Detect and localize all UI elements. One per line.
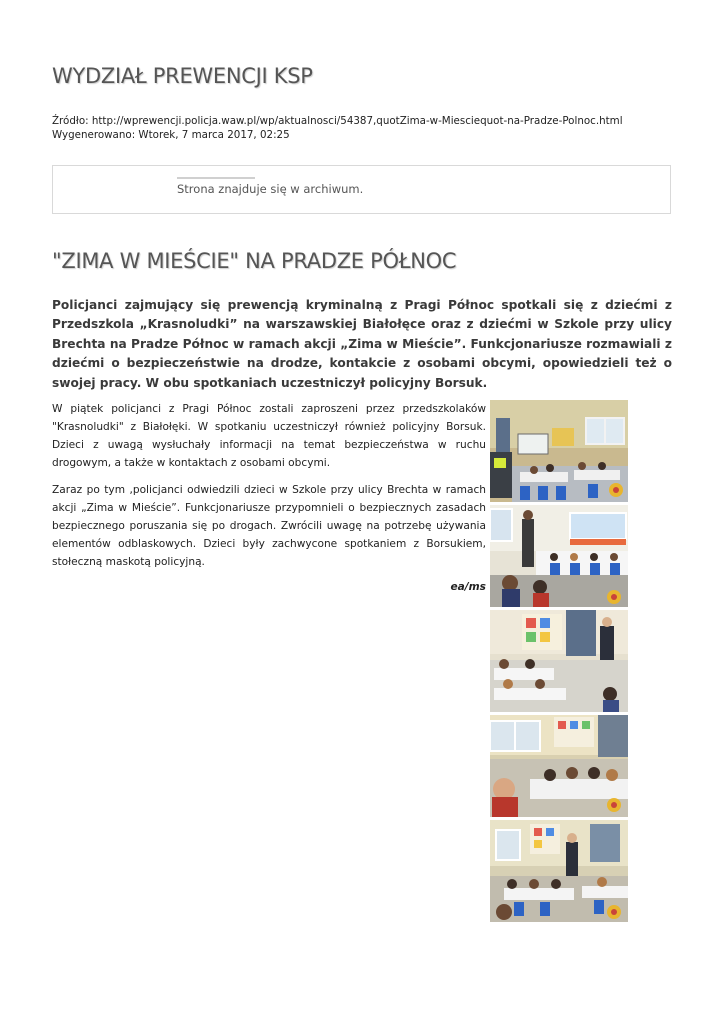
article-lead: Policjanci zajmujący się prewencją kryminalną z Pragi Północ spotkali się z dziećmi z Przedszkola „Krasnoludki” na warszawskiej Białołęce oraz z dziećmi w Szkole przy ulicy Brechta na Pradze Północ w ramach akcji „Zima w Mieście”. Funkcjonariusze rozmawiali z dziećmi o bezpieczeństwie na drodze, kontakcie z osobami obcymi, opowiedzieli też o swojej pracy. W obu spotkaniach uczestniczył policyjny Borsuk. <box>52 298 672 390</box>
author-signature: ea/ms <box>450 581 486 593</box>
generated-date: Wygenerowano: Wtorek, 7 marca 2017, 02:25 <box>52 129 290 141</box>
archive-notice-text: Strona znajduje się w archiwum. <box>177 182 364 196</box>
classroom-photo-5[interactable] <box>490 820 628 922</box>
archive-divider <box>177 177 255 179</box>
classroom-photo-4[interactable] <box>490 715 628 817</box>
archive-notice-box <box>52 165 671 214</box>
classroom-photo-1[interactable] <box>490 400 628 502</box>
source-url[interactable]: Źródło: http://wprewencji.policja.waw.pl/wp/aktualnosci/54387,quotZima-w-Miesciequot-na-Pradze-Polnoc.html <box>52 115 623 127</box>
site-title: WYDZIAŁ PREWENCJI KSP <box>52 64 313 88</box>
classroom-photo-2[interactable] <box>490 505 628 607</box>
article-paragraph-2: Zaraz po tym ,policjanci odwiedzili dzieci w Szkole przy ulicy Brechta w ramach akcji „Zima w Mieście”. Funkcjonariusze przypomnieli o bezpiecznych zasadach bezpiecznego poruszania się po drogach. Zwrócili uwagę na potrzebę używania elementów odblaskowych. Dzieci były zachwycone spotkaniem z Borsukiem, stołeczną maskotą policyjną. <box>52 484 486 568</box>
classroom-photo-3[interactable] <box>490 610 628 712</box>
document-meta <box>52 114 623 142</box>
article-title: "ZIMA W MIEŚCIE" NA PRADZE PÓŁNOC <box>52 249 457 273</box>
article-paragraph-1: W piątek policjanci z Pragi Północ zostali zaproszeni przez przedszkolaków "Krasnoludki" z Białołęki. W spotkaniu uczestniczył również policyjny Borsuk. Dzieci z uwagą wysłuchały informacji na temat bezpieczeństwa w ruchu drogowym, a także w kontaktach z osobami obcymi. <box>52 403 486 469</box>
